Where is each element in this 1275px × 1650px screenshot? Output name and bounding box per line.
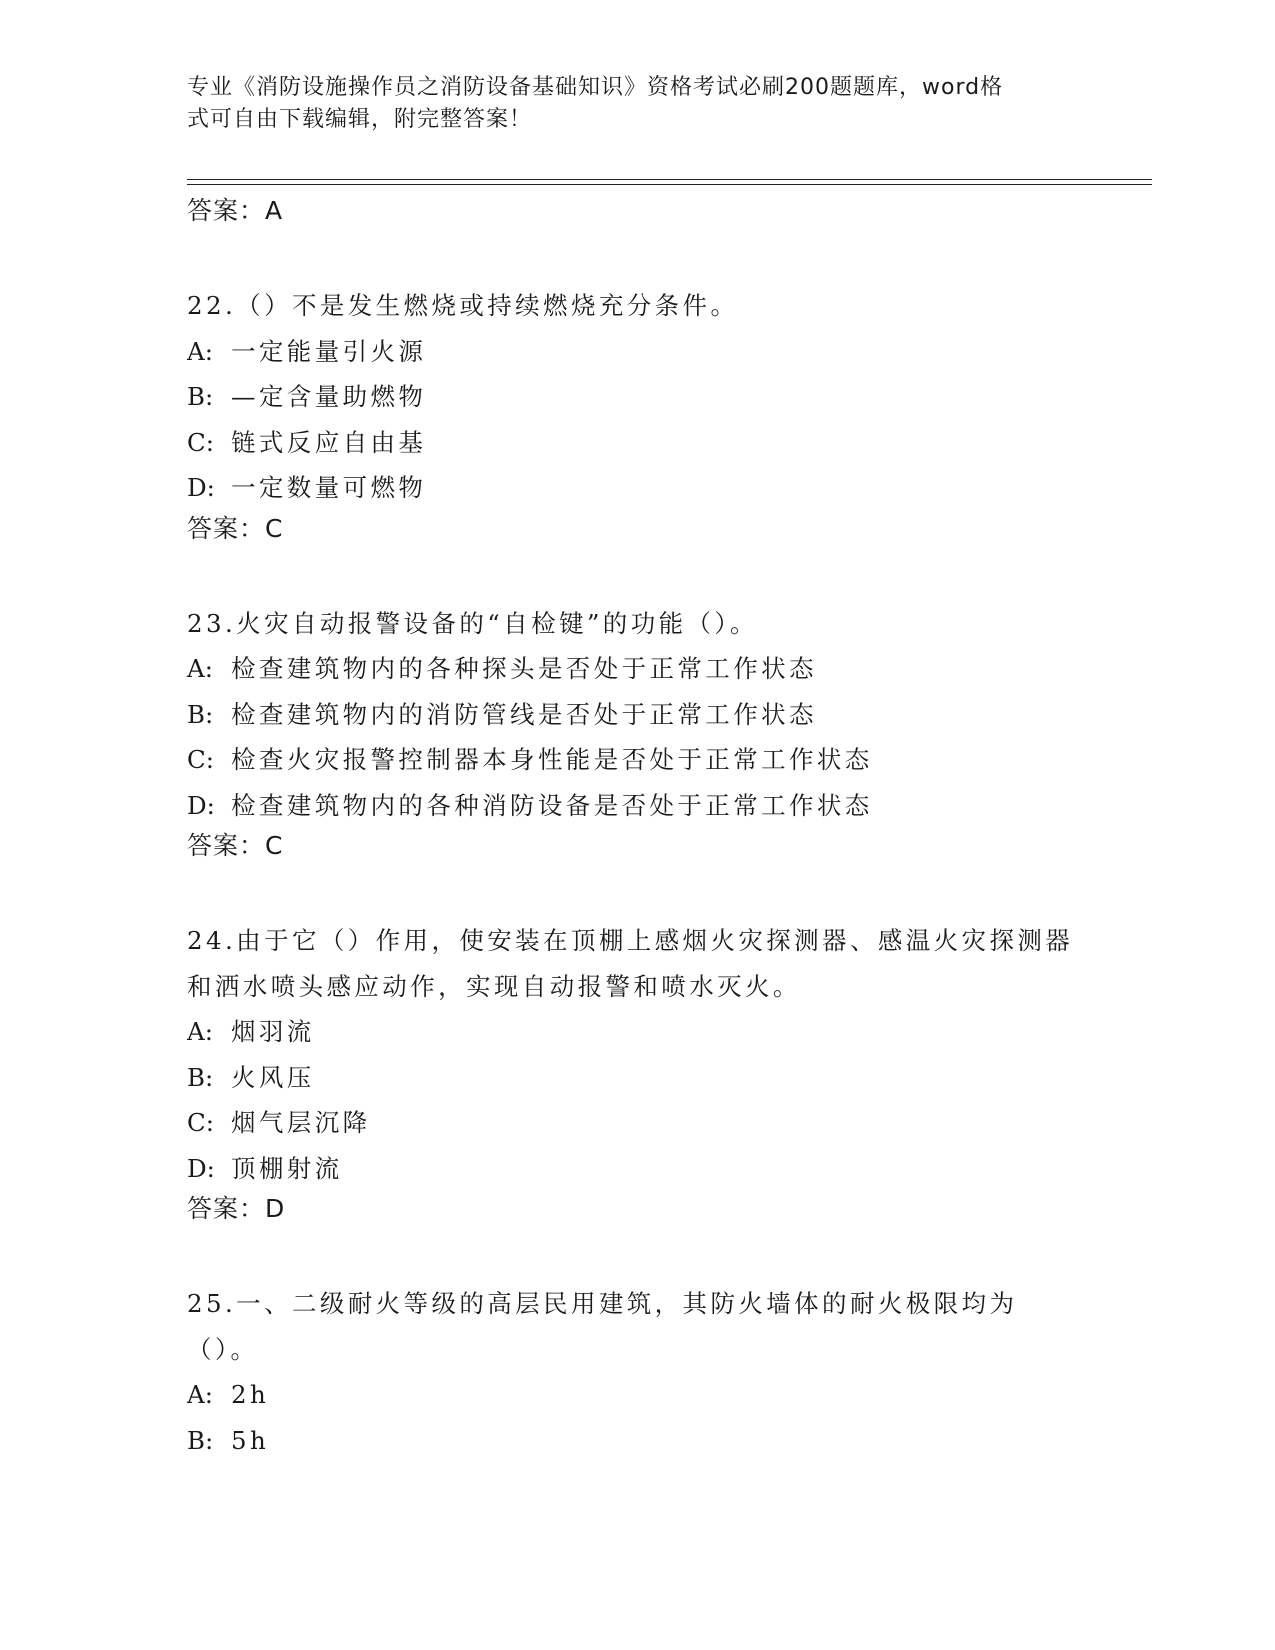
answer-line: 答案：D	[187, 1194, 286, 1223]
header-line-1: 专业《消防设施操作员之消防设备基础知识》资格考试必刷200题题库，word格	[187, 75, 1004, 100]
option-label: D:	[187, 473, 215, 502]
option-c	[187, 737, 1087, 783]
question-text: 22.（）不是发生燃烧或持续燃烧充分条件。	[187, 291, 739, 320]
option-text: 烟羽流	[231, 1017, 315, 1046]
option-label: B:	[187, 1062, 214, 1092]
question-text: 23.火灾自动报警设备的“自检键”的功能（）。	[187, 608, 758, 638]
question-24	[187, 918, 1087, 1227]
question-list	[187, 193, 1087, 1463]
answer-line: 答案：C	[187, 831, 284, 860]
answer-line: 答案：C	[187, 513, 284, 543]
header-line-2: 式可自由下载编辑，附完整答案！	[187, 107, 533, 132]
option-label: C:	[187, 745, 215, 774]
question-text: 24.由于它（）作用，使安装在顶棚上感烟火灾探测器、感温火灾探测器和洒水喷头感应动作，实现自动报警和喷水灭火。	[187, 926, 1074, 1001]
question-text: 25.一、二级耐火等级的高层民用建筑，其防火墙体的耐火极限均为（）。	[187, 1289, 1018, 1364]
option-a	[187, 329, 1087, 375]
option-text: —定含量助燃物	[231, 382, 427, 411]
option-label: B:	[187, 699, 214, 729]
option-label: D:	[187, 790, 215, 820]
question-22	[187, 283, 1087, 547]
option-text: 检查建筑物内的各种探头是否处于正常工作状态	[231, 654, 817, 683]
option-label: D:	[187, 1153, 215, 1183]
option-label: A:	[187, 336, 213, 366]
option-label: B:	[187, 382, 214, 411]
question-25	[187, 1281, 1087, 1463]
option-text: 检查建筑物内的消防管线是否处于正常工作状态	[231, 699, 817, 729]
option-a	[187, 1372, 1087, 1418]
option-a	[187, 646, 1087, 692]
option-label: C:	[187, 1108, 215, 1137]
header-divider-bottom	[187, 184, 1152, 185]
option-label: A:	[187, 654, 213, 683]
option-b	[187, 692, 1087, 738]
header-divider-top	[187, 179, 1152, 180]
option-text: 检查火灾报警控制器本身性能是否处于正常工作状态	[231, 745, 873, 774]
option-d	[187, 1146, 1087, 1192]
option-label: C:	[187, 427, 215, 457]
document-header	[187, 72, 1067, 136]
option-label: B:	[187, 1425, 214, 1455]
option-b	[187, 1055, 1087, 1101]
option-text: 顶棚射流	[231, 1153, 343, 1183]
option-label: A:	[187, 1380, 213, 1409]
option-b	[187, 1418, 1087, 1464]
option-text: 5h	[231, 1425, 270, 1455]
option-d	[187, 465, 1087, 511]
option-text: 烟气层沉降	[231, 1108, 371, 1137]
option-text: 2h	[231, 1380, 270, 1409]
option-a	[187, 1009, 1087, 1055]
option-text: 一定能量引火源	[231, 336, 427, 366]
option-c	[187, 420, 1087, 466]
option-text: 一定数量可燃物	[231, 473, 427, 502]
answer-line: 答案：A	[187, 196, 284, 225]
option-label: A:	[187, 1017, 213, 1046]
option-text: 链式反应自由基	[231, 427, 427, 457]
option-text: 检查建筑物内的各种消防设备是否处于正常工作状态	[231, 790, 873, 820]
question-23	[187, 601, 1087, 865]
option-b	[187, 374, 1087, 420]
option-text: 火风压	[231, 1062, 315, 1092]
option-d	[187, 783, 1087, 829]
option-c	[187, 1100, 1087, 1146]
